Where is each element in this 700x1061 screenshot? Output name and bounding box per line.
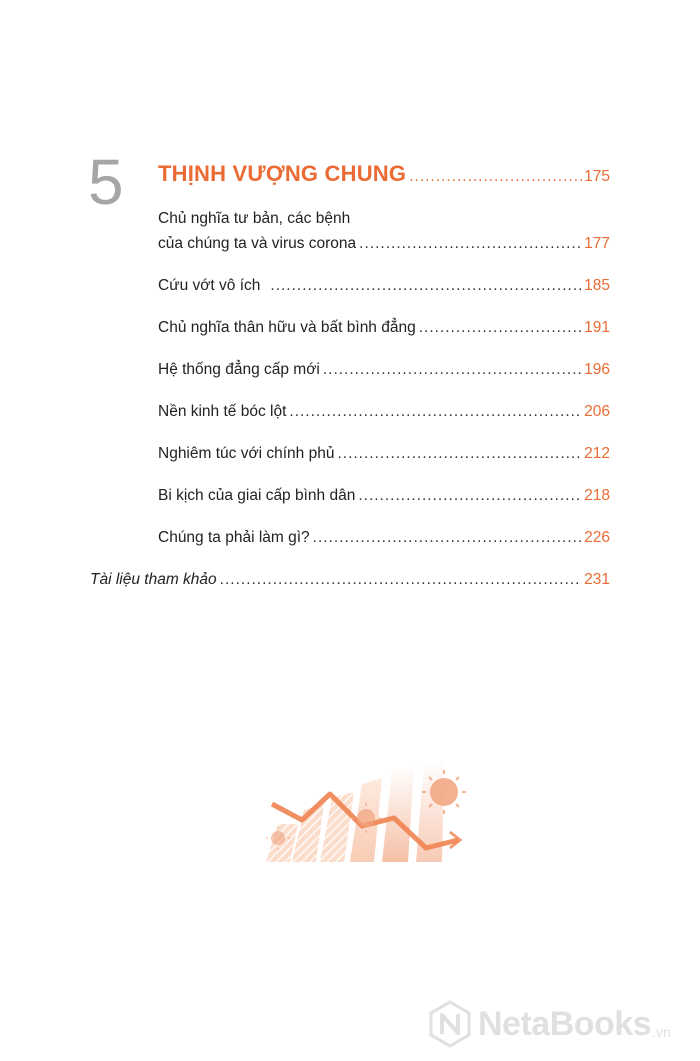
page-number: 196 — [584, 361, 610, 378]
toc-entry-label: Nghiêm túc với chính phủ — [158, 445, 335, 462]
chapter-title: THỊNH VƯỢNG CHUNG — [158, 161, 407, 186]
dot-leader — [337, 446, 582, 462]
page-number: 226 — [584, 529, 610, 546]
netabooks-logo-icon — [428, 1000, 472, 1048]
toc-entry[interactable] — [158, 236, 610, 252]
toc-entry[interactable] — [158, 362, 610, 378]
page-number: 231 — [584, 571, 610, 588]
economy-chart-virus-icon — [258, 752, 468, 872]
page-number: 212 — [584, 445, 610, 462]
dot-leader — [313, 530, 582, 546]
toc-entry-label: Hệ thống đẳng cấp mới — [158, 361, 320, 378]
page-number: 177 — [584, 235, 610, 252]
dot-leader — [409, 169, 582, 185]
toc-entry[interactable] — [158, 278, 610, 294]
chapter-title-row[interactable] — [158, 163, 610, 185]
toc-entry[interactable] — [158, 320, 610, 336]
toc-entry-label: Nền kinh tế bóc lột — [158, 403, 287, 420]
toc-entry-label: của chúng ta và virus corona — [158, 235, 357, 252]
dot-leader — [270, 278, 582, 294]
page-number: 175 — [584, 168, 610, 185]
toc-entry[interactable] — [158, 488, 610, 504]
toc-entry[interactable] — [158, 404, 610, 420]
toc-entry[interactable] — [158, 530, 610, 546]
dot-leader — [220, 572, 582, 588]
references-entry[interactable] — [90, 572, 610, 588]
toc-entry-label: Cứu vớt vô ích — [158, 277, 261, 294]
toc-entry[interactable] — [158, 446, 610, 462]
references-label: Tài liệu tham khảo — [90, 571, 217, 588]
dot-leader — [419, 320, 582, 336]
dot-leader — [359, 236, 582, 252]
toc-entry-label: Bi kịch của giai cấp bình dân — [158, 487, 356, 504]
toc-entry-label: Chúng ta phải làm gì? — [158, 529, 310, 546]
page-number: 185 — [584, 277, 610, 294]
page-number: 191 — [584, 319, 610, 336]
dot-leader — [289, 404, 582, 420]
watermark-domain: .vn — [652, 1024, 671, 1040]
chapter-number: 5 — [88, 146, 124, 218]
dot-leader — [358, 488, 582, 504]
toc-entry-line1: Chủ nghĩa tư bản, các bệnh — [158, 210, 351, 227]
page-number: 206 — [584, 403, 610, 420]
watermark — [428, 996, 688, 1052]
dot-leader — [323, 362, 582, 378]
toc-entry-label: Chủ nghĩa thân hữu và bất bình đẳng — [158, 319, 416, 336]
watermark-brand: NetaBooks — [478, 1004, 652, 1043]
page-number: 218 — [584, 487, 610, 504]
